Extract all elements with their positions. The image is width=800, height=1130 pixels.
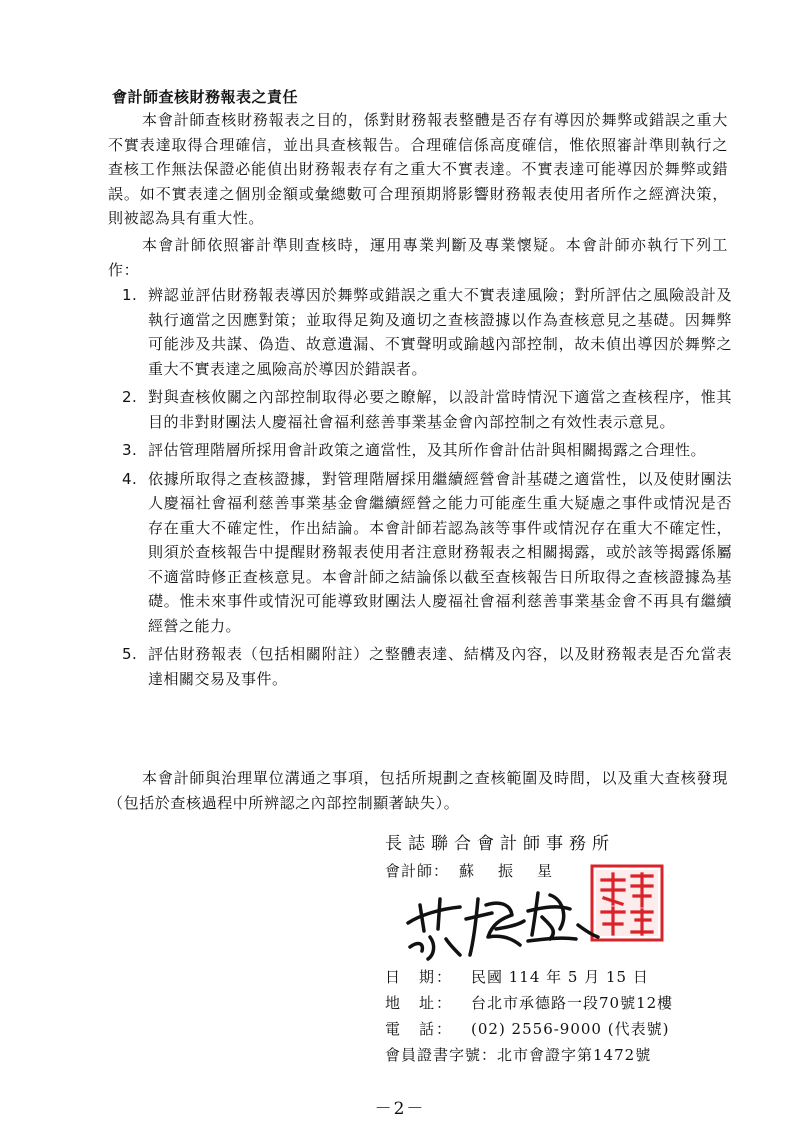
phone-label: 電 話： <box>385 1020 454 1038</box>
address-label: 地 址： <box>385 994 454 1012</box>
list-item-text: 對與查核攸關之內部控制取得必要之瞭解，以設計當時情況下適當之查核程序，惟其目的非對財團法人慶福社會福利慈善事業基金會內部控制之有效性表示意見。 <box>148 388 732 431</box>
phone-value: (02) 2556-9000 (代表號) <box>471 1020 670 1038</box>
list-item-text: 辨認並評估財務報表導因於舞弊或錯誤之重大不實表達風險；對所評估之風險設計及執行適當之因應對策；並取得足夠及適切之查核證據以作為查核意見之基礎。因舞弊可能涉及共謀、偽造、故意遺漏、不實聲明或踰越內部控制，故未偵出導因於舞弊之重大不實表達之風險高於導因於錯誤者。 <box>148 286 732 378</box>
handwritten-signature <box>400 885 600 965</box>
list-item-number: 5. <box>122 645 138 663</box>
list-item-number: 2. <box>122 388 138 406</box>
cpa-line <box>385 860 576 881</box>
paragraph-governance: 本會計師與治理單位溝通之事項，包括所規劃之查核範圍及時間，以及重大查核發現（包括於查核過程中所辨認之內部控制顯著缺失）。 <box>108 769 728 812</box>
date-row <box>385 966 649 987</box>
cpa-label: 會計師： <box>385 862 450 880</box>
address-value: 台北市承德路一段70號12樓 <box>471 994 674 1012</box>
page-number: －2－ <box>374 1099 426 1119</box>
firm-name: 長誌聯合會計師事務所 <box>385 834 615 854</box>
list-item-text: 依據所取得之查核證據，對管理階層採用繼續經營會計基礎之適當性，以及使財團法人慶福社會福利慈善事業基金會繼續經營之能力可能產生重大疑慮之事件或情況是否存在重大不確定性，作出結論。本會計師若認為該等事件或情況存在重大不確定性，則須於查核報告中提醒財務報表使用者注意財務報表之相關揭露，或於該等揭露係屬不適當時修正查核意見。本會計師之結論係以截至查核報告日所取得之查核證據為基礎。惟未來事件或情況可能導致財團法人慶福社會福利慈善事業基金會不再具有繼續經營之能力。 <box>148 469 732 635</box>
list-item <box>122 642 732 691</box>
paragraph-purpose: 本會計師查核財務報表之目的，係對財務報表整體是否存有導因於舞弊或錯誤之重大不實表達取得合理確信，並出具查核報告。合理確信係高度確信，惟依照審計準則執行之查核工作無法保證必能偵出財務報表存有之重大不實表達。不實表達可能導因於舞弊或錯誤。如不實表達之個別金額或彙總數可合理預期將影響財務報表使用者所作之經濟決策，則被認為具有重大性。 <box>108 111 728 227</box>
date-value: 民國 114 年 5 月 15 日 <box>471 968 649 986</box>
section-heading: 會計師查核財務報表之責任 <box>112 88 299 106</box>
paragraph-procedures-intro: 本會計師依照審計準則查核時，運用專業判斷及專業懷疑。本會計師亦執行下列工作： <box>108 236 728 279</box>
list-item-number: 4. <box>122 469 138 488</box>
list-item <box>122 283 732 381</box>
list-item <box>122 467 732 639</box>
cpa-name: 蘇振星 <box>459 862 577 880</box>
certificate-label: 會員證書字號： <box>385 1046 498 1064</box>
address-row <box>385 992 673 1013</box>
list-item-number: 3. <box>122 441 138 459</box>
date-label: 日 期： <box>385 968 454 986</box>
list-item-text: 評估財務報表（包括相關附註）之整體表達、結構及內容，以及財務報表是否允當表達相關交易及事件。 <box>148 645 732 688</box>
list-item <box>122 438 732 463</box>
list-item <box>122 385 732 434</box>
certificate-row <box>385 1044 651 1065</box>
list-item-text: 評估管理階層所採用會計政策之適當性，及其所作會計估計與相關揭露之合理性。 <box>148 441 707 459</box>
certificate-value: 北市會證字第1472號 <box>497 1046 652 1064</box>
list-item-number: 1. <box>122 286 138 304</box>
phone-row <box>385 1018 669 1039</box>
procedures-list <box>122 283 732 695</box>
